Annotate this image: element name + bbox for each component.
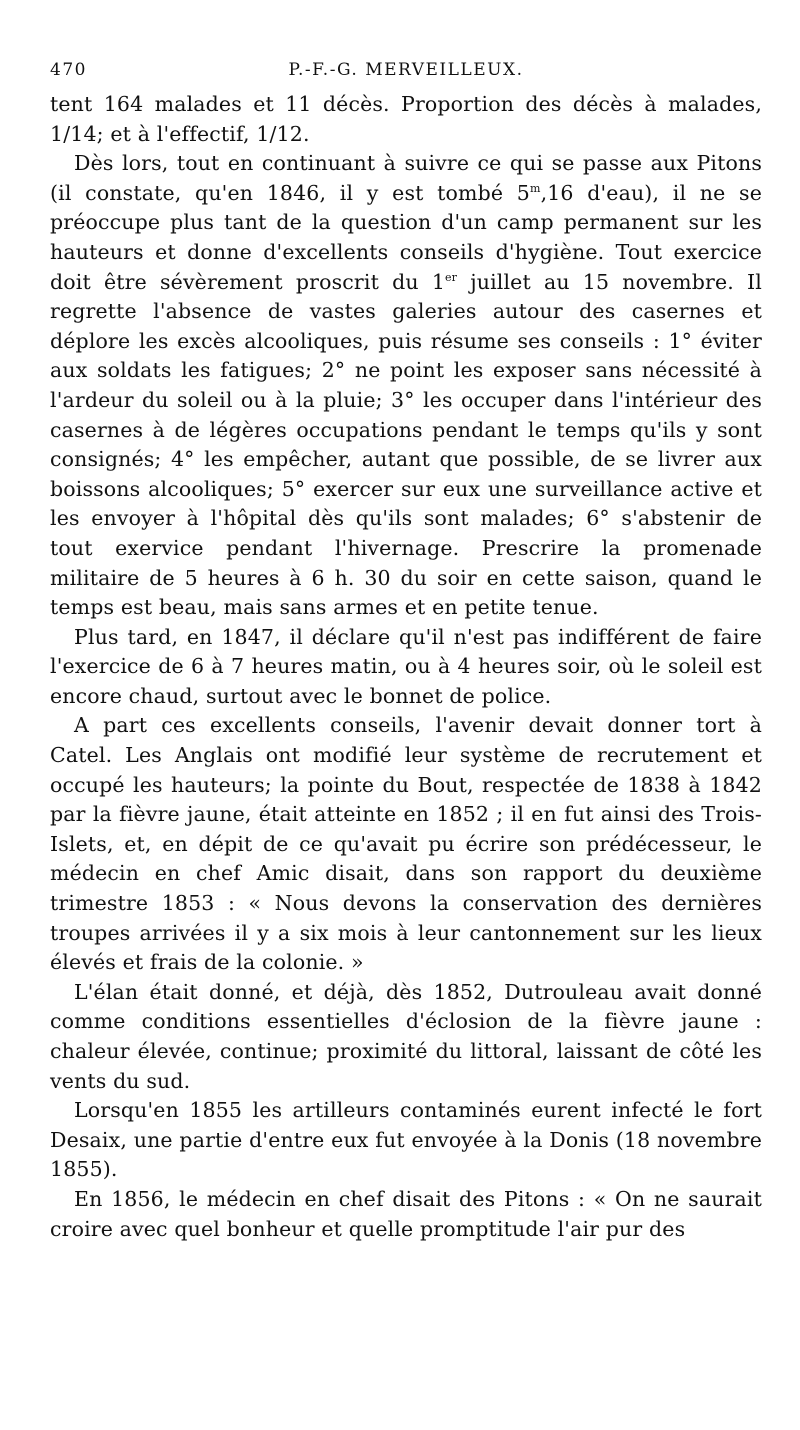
paragraph-2 [50,149,762,623]
body-text [50,90,762,1244]
paragraph-2-part-b: ,16 d'eau), il ne se préoccupe plus tant de la question d'un camp permanent sur les hauteurs et donne d'excellents conseils d'hygiène. Tout exercice doit être sévèrement proscrit du 1 [50,180,762,294]
page-header [50,60,762,86]
paragraph-7: En 1856, le médecin en chef disait des Pitons : « On ne saurait croire avec quel bonheur et quelle promptitude l'air pur des [50,1186,762,1241]
superscript-premier: er [445,270,458,284]
paragraph-2-part-c: juillet au 15 novembre. Il regrette l'absence de vastes galeries autour des casernes et déplore les excès alcooliques, puis résume ses conseils : 1° éviter aux soldats les fatigues; 2° ne point les exposer sans nécessité à l'ardeur du soleil ou à la pluie; 3° les occuper dans l'intérieur des casernes à de légères occupations pendant le temps qu'ils y sont consignés; 4° les empêcher, autant que possible, de se livrer aux boissons alcooliques; 5° exercer sur eux une surveillance active et les envoyer à l'hôpital dès qu'ils sont malades; 6° s'abstenir de tout exervice pendant l'hivernage. Prescrire la promenade militaire de 5 heures à 6 h. 30 du soir en cette saison, quand le temps est beau, mais sans armes et en petite tenue. [50,269,762,620]
page-number: 470 [50,60,87,80]
superscript-metres: m [529,181,541,195]
document-page [50,0,762,1430]
paragraph-6: Lorsqu'en 1855 les artilleurs contaminés eurent infecté le fort Desaix, une partie d'entre eux fut envoyée à la Donis (18 novembre 1855). [50,1098,762,1182]
paragraph-4: A part ces excellents conseils, l'avenir devait donner tort à Catel. Les Anglais ont modifié leur système de recrutement et occupé les hauteurs; la pointe du Bout, respectée de 1838 à 1842 par la fièvre jaune, était atteinte en 1852 ; il en fut ainsi des Trois-Islets, et, en dépit de ce qu'avait pu écrire son prédécesseur, le médecin en chef Amic disait, dans son rapport du deuxième trimestre 1853 : « Nous devons la conservation des dernières troupes arrivées il y a six mois à leur cantonnement sur les lieux élevés et frais de la colonie. » [50,713,762,975]
running-title: P.-F.-G. MERVEILLEUX. [288,60,524,80]
paragraph-3: Plus tard, en 1847, il déclare qu'il n'est pas indifférent de faire l'exercice de 6 à 7 heures matin, ou à 4 heures soir, où le soleil est encore chaud, surtout avec le bonnet de police. [50,624,762,708]
paragraph-1: tent 164 malades et 11 décès. Proportion des décès à malades, 1/14; et à l'effectif, 1/12. [50,92,762,146]
paragraph-2-part-a: Dès lors, tout en continuant à suivre ce qui se passe aux Pitons (il constate, qu'en 1846, il y est tombé 5 [50,151,762,205]
paragraph-5: L'élan était donné, et déjà, dès 1852, Dutrouleau avait donné comme conditions essentielles d'éclosion de la fièvre jaune : chaleur élevée, continue; proximité du littoral, laissant de côté les vents du sud. [50,979,762,1093]
